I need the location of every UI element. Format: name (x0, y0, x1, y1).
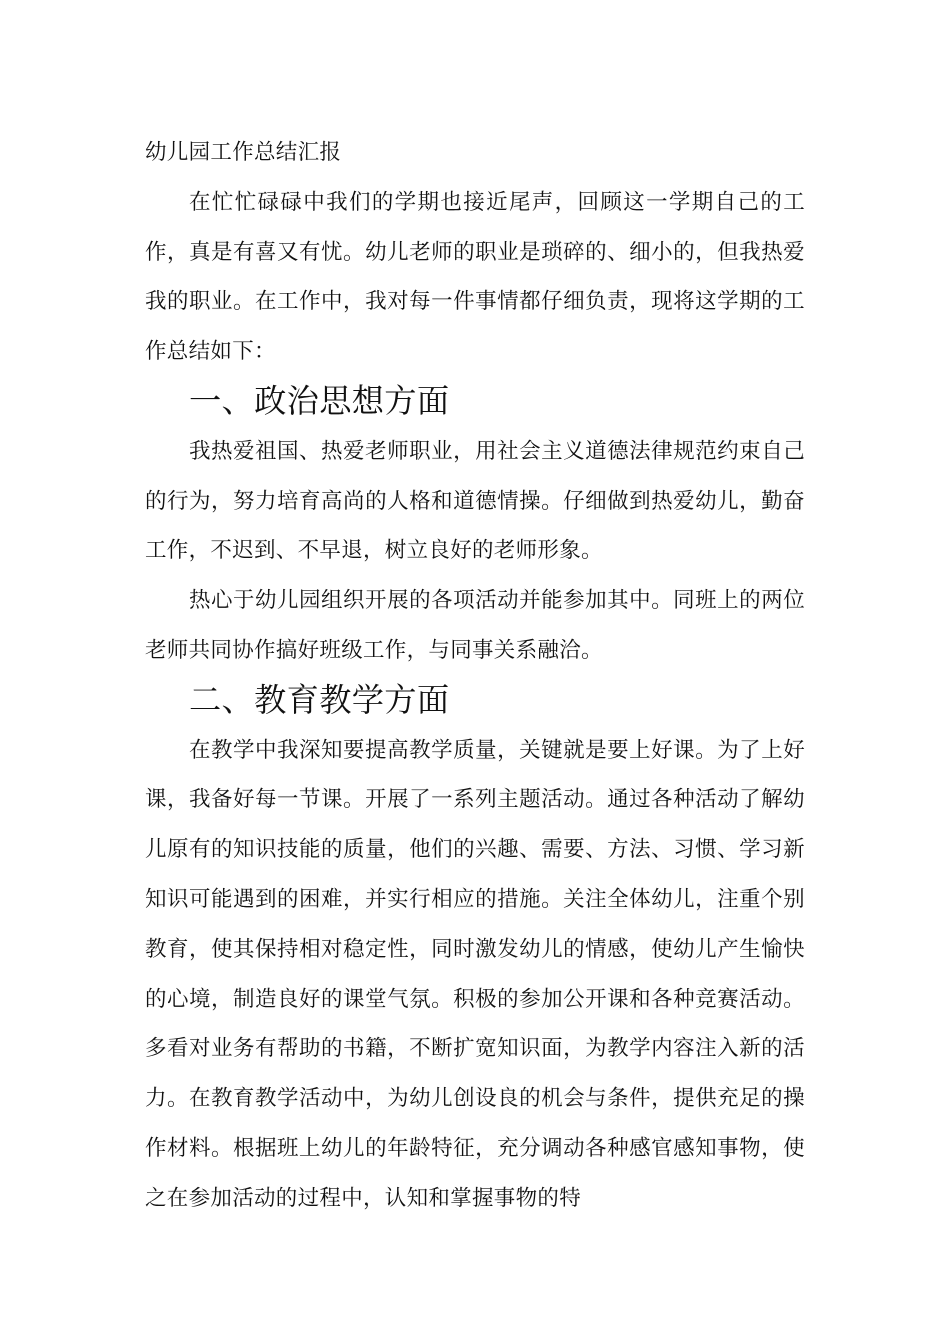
political-paragraph-1: 我热爱祖国、热爱老师职业，用社会主义道德法律规范约束自己的行为，努力培育高尚的人格和道德情操。仔细做到热爱幼儿，勤奋工作，不迟到、不早退，树立良好的老师形象。 (145, 438, 805, 564)
document-body (145, 128, 805, 1224)
document-title: 幼儿园工作总结汇报 (145, 140, 342, 165)
intro-paragraph: 在忙忙碌碌中我们的学期也接近尾声，回顾这一学期自己的工作，真是有喜又有忧。幼儿老师的职业是琐碎的、细小的，但我热爱我的职业。在工作中，我对每一件事情都仔细负责，现将这学期的工作总结如下： (145, 189, 805, 365)
political-paragraph-2: 热心于幼儿园组织开展的各项活动并能参加其中。同班上的两位老师共同协作搞好班级工作，与同事关系融洽。 (145, 588, 805, 663)
section-heading-teaching: 二、教育教学方面 (189, 680, 450, 719)
section-heading-political: 一、政治思想方面 (189, 381, 450, 420)
teaching-paragraph: 在教学中我深知要提高教学质量，关键就是要上好课。为了上好课，我备好每一节课。开展了一系列主题活动。通过各种活动了解幼儿原有的知识技能的质量，他们的兴趣、需要、方法、习惯、学习新知识可能遇到的困难，并实行相应的措施。关注全体幼儿，注重个别教育，使其保持相对稳定性，同时激发幼儿的情感，使幼儿产生愉快的心境，制造良好的课堂气氛。积极的参加公开课和各种竞赛活动。多看对业务有帮助的书籍，不断扩宽知识面，为教学内容注入新的活力。在教育教学活动中，为幼儿创设良的机会与条件，提供充足的操作材料。根据班上幼儿的年龄特征，充分调动各种感官感知事物，使之在参加活动的过程中，认知和掌握事物的特 (145, 737, 805, 1211)
